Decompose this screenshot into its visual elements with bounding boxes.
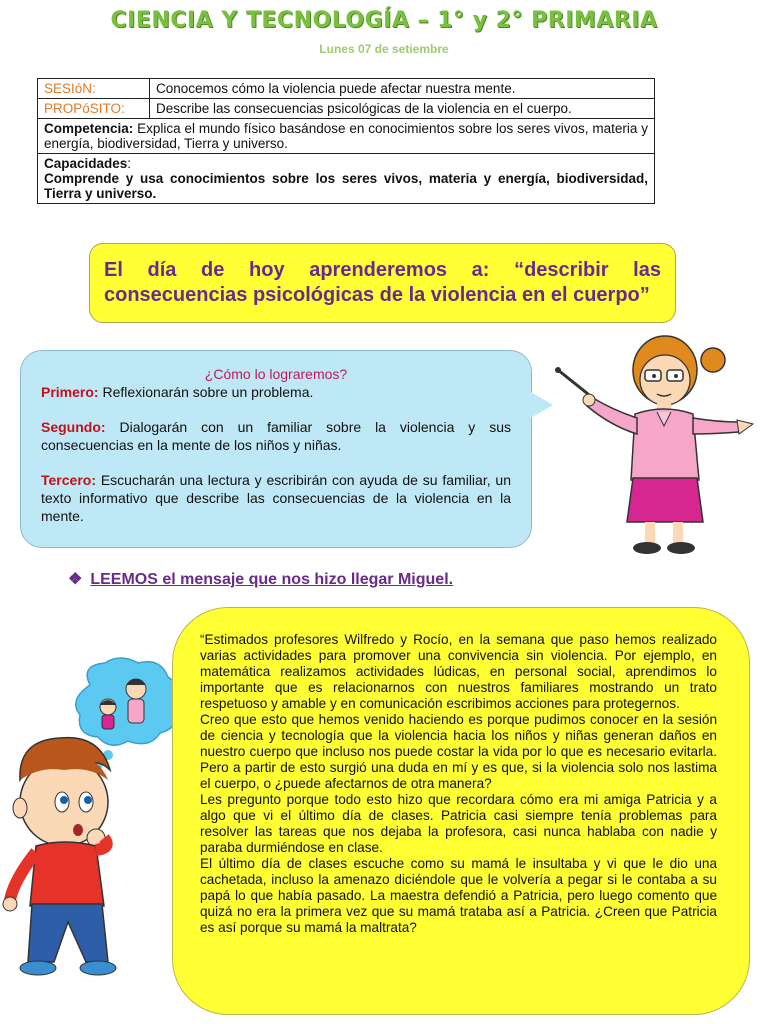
miguel-letter bbox=[172, 607, 750, 1015]
table-row bbox=[38, 79, 655, 99]
diamond-bullet-icon: ❖ bbox=[68, 571, 83, 588]
speech-tail bbox=[529, 391, 553, 419]
table-row bbox=[38, 99, 655, 119]
plan-step bbox=[41, 383, 511, 401]
teacher-illustration bbox=[553, 330, 763, 560]
table-row bbox=[38, 119, 655, 154]
sesion-label: SESIóN: bbox=[38, 79, 150, 99]
plan-speech-bubble bbox=[20, 350, 532, 548]
letter-paragraph: Les pregunto porque todo esto hizo que recordara cómo era mi amiga Patricia y a algo que vi el último día de clases. Patricia casi siempre tenía problemas para resolver las tareas que nos dejaba la profesora, casi nunca hablaba con nadie y paraba durmiéndose en clase. bbox=[200, 792, 717, 855]
reading-heading bbox=[68, 569, 453, 589]
step-text: Reflexionarán sobre un problema. bbox=[102, 384, 314, 400]
step-text: Escucharán una lectura y escribirán con ayuda de su familiar, un texto informativo que describe las consecuencias de la violencia en la mente. bbox=[41, 472, 512, 524]
page-date: Lunes 07 de setiembre bbox=[319, 42, 449, 56]
capacidades-cell: Capacidades: Comprende y usa conocimientos sobre los seres vivos, materia y energía, biodiversidad, Tierra y universo. bbox=[38, 154, 655, 204]
sesion-value: Conocemos cómo la violencia puede afectar nuestra mente. bbox=[150, 79, 655, 99]
competencia-cell bbox=[38, 119, 655, 154]
reading-heading-text: LEEMOS el mensaje que nos hizo llegar Miguel. bbox=[90, 571, 454, 588]
table-row bbox=[38, 154, 655, 204]
step-label: Primero: bbox=[41, 384, 99, 400]
objective-line-2: consecuencias psicológicas de la violencia en el cuerpo” bbox=[104, 284, 650, 306]
plan-step bbox=[41, 418, 511, 454]
letter-paragraph: “Estimados profesores Wilfredo y Rocío, en la semana que paso hemos realizado varias actividades para promover una convivencia sin violencia. Por ejemplo, en matemática realizamos actividades lúdicas, en personal social, aprendimos lo importante que es relacionarnos con nuestros familiares mostrando un trato respetuoso y amable y en comunicación escribimos acciones para protegernos. bbox=[200, 632, 717, 711]
capacidades-label: Capacidades bbox=[44, 156, 128, 171]
competencia-label: Competencia: bbox=[44, 121, 134, 136]
letter-paragraph: Creo que esto que hemos venido haciendo es porque pudimos conocer en la sesión de ciencia y tecnología que la violencia hacia los niños y niñas generan daños en nuestro cuerpo que incluso nos puede costar la vida por lo que es necesario evitarla. Pero a partir de esto surgió una duda en mí y es que, si la violencia solo nos lastima el cuerpo, o ¿puede afectarnos de otra manera? bbox=[200, 712, 717, 791]
plan-heading: ¿Cómo lo lograremos? bbox=[204, 366, 348, 382]
letter-paragraph: El último día de clases escuche como su mamá le insultaba y vi que le dio una cachetada, incluso la amenazo diciéndole que le volvería a pegar si le contaba a su papá lo que había pasado. La maestra defendió a Patricia, pero luego comento que quizá no era la primera vez que su mamá trataba así a Patricia. ¿Creen que Patricia es así porque su mamá la maltrata? bbox=[200, 856, 717, 935]
page-title: CIENCIA Y TECNOLOGÍA – 1° y 2° PRIMARIA bbox=[110, 8, 658, 33]
step-text: Dialogarán con un familiar sobre la violencia y sus consecuencias en la mente de los niños y niñas. bbox=[41, 419, 511, 453]
plan-step bbox=[41, 471, 511, 525]
proposito-label: PROPóSITO: bbox=[38, 99, 150, 119]
objective-line-1: El día de hoy aprenderemos a: “describir las bbox=[104, 259, 661, 281]
capacidades-value: Comprende y usa conocimientos sobre los seres vivos, materia y energía, biodiversidad, Tierra y universo. bbox=[44, 171, 648, 201]
step-label: Tercero: bbox=[41, 472, 96, 488]
boy-illustration bbox=[0, 730, 160, 985]
competencia-value: Explica el mundo físico basándose en conocimientos sobre los seres vivos, materia y energía, biodiversidad, Tierra y universo. bbox=[44, 121, 648, 151]
proposito-value: Describe las consecuencias psicológicas de la violencia en el cuerpo. bbox=[150, 99, 655, 119]
learning-objective bbox=[89, 243, 676, 323]
step-label: Segundo: bbox=[41, 419, 106, 435]
session-info-table bbox=[37, 78, 655, 204]
